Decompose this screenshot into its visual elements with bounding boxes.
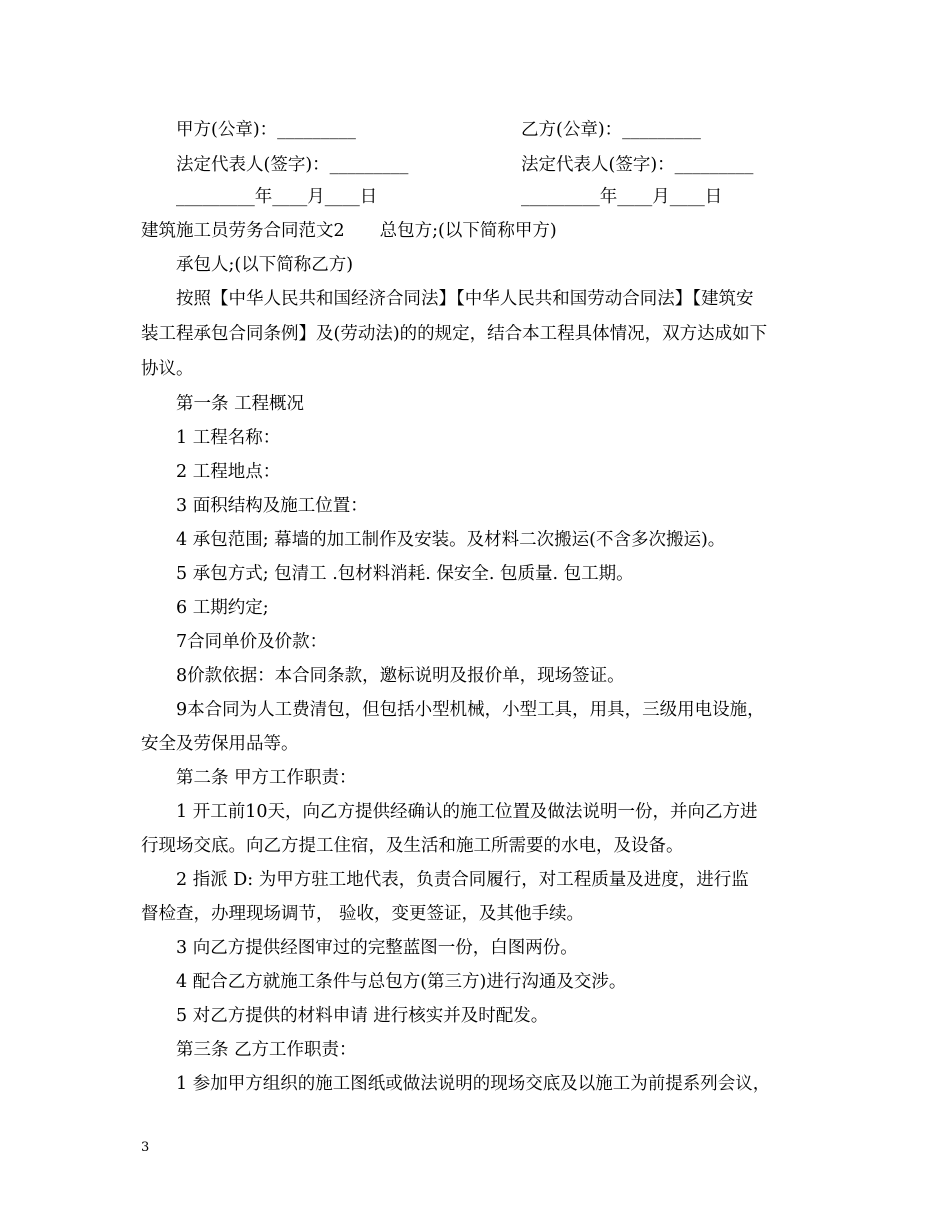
article-2-item: 行现场交底。向乙方提工住宿，及生活和施工所需要的水电，及设备。	[141, 836, 684, 856]
article-1-item: 2 工程地点：	[176, 462, 281, 482]
article-1-item: 1 工程名称：	[176, 428, 281, 448]
article-2-item: 1 开工前10天，向乙方提供经确认的施工位置及做法说明一份，并向乙方进	[176, 802, 758, 822]
article-1-item: 7合同单价及价款：	[176, 632, 328, 652]
article-2-item: 3 向乙方提供经图审过的完整蓝图一份，白图两份。	[176, 938, 578, 958]
article-1-item: 3 面积结构及施工位置：	[176, 496, 368, 516]
article-3-heading: 第三条 乙方工作职责：	[176, 1040, 357, 1060]
intro-paragraph-line: 协议。	[141, 359, 194, 379]
date-a: _________年____月____日	[176, 187, 378, 207]
intro-paragraph-line: 按照【中华人民共和国经济合同法】【中华人民共和国劳动合同法】【建筑安	[176, 289, 754, 309]
article-1-item: 安全及劳保用品等。	[141, 734, 299, 754]
page-number: 3	[141, 1140, 150, 1155]
article-3-item: 1 参加甲方组织的施工图纸或做法说明的现场交底及以施工为前提系列会议，	[176, 1074, 771, 1094]
title-line: 建筑施工员劳务合同范文2 总包方;(以下简称甲方)	[141, 221, 557, 241]
article-1-item: 5 承包方式; 包清工 .包材料消耗. 保安全. 包质量. 包工期。	[176, 564, 634, 584]
article-2-item: 督检查，办理现场调节， 验收，变更签证，及其他手续。	[141, 904, 585, 924]
article-2-item: 2 指派 D: 为甲方驻工地代表，负责合同履行，对工程质量及进度，进行监	[176, 870, 749, 890]
article-1-heading: 第一条 工程概况	[176, 394, 305, 414]
article-1-item: 6 工期约定;	[176, 598, 269, 618]
date-b: _________年____月____日	[521, 187, 723, 207]
article-2-item: 4 配合乙方就施工条件与总包方(第三方)进行沟通及交涉。	[176, 972, 627, 992]
article-2-heading: 第二条 甲方工作职责：	[176, 768, 357, 788]
article-1-item: 8价款依据：本合同条款，邀标说明及报价单，现场签证。	[176, 666, 625, 686]
party-b-seal: 乙方(公章)：_________	[521, 120, 701, 140]
article-2-item: 5 对乙方提供的材料申请 进行核实并及时配发。	[176, 1006, 549, 1026]
legal-rep-b: 法定代表人(签字)：_________	[521, 155, 754, 175]
intro-paragraph-line: 装工程承包合同条例】及(劳动法)的的规定，结合本工程具体情况，双方达成如下	[141, 324, 768, 344]
contractor-line: 承包人;(以下简称乙方)	[176, 255, 354, 275]
article-1-item: 4 承包范围; 幕墙的加工制作及安装。及材料二次搬运(不含多次搬运)。	[176, 530, 726, 550]
article-1-item: 9本合同为人工费清包，但包括小型机械，小型工具，用具，三级用电设施，	[176, 700, 765, 720]
party-a-seal: 甲方(公章)：_________	[176, 120, 356, 140]
legal-rep-a: 法定代表人(签字)：_________	[176, 155, 409, 175]
